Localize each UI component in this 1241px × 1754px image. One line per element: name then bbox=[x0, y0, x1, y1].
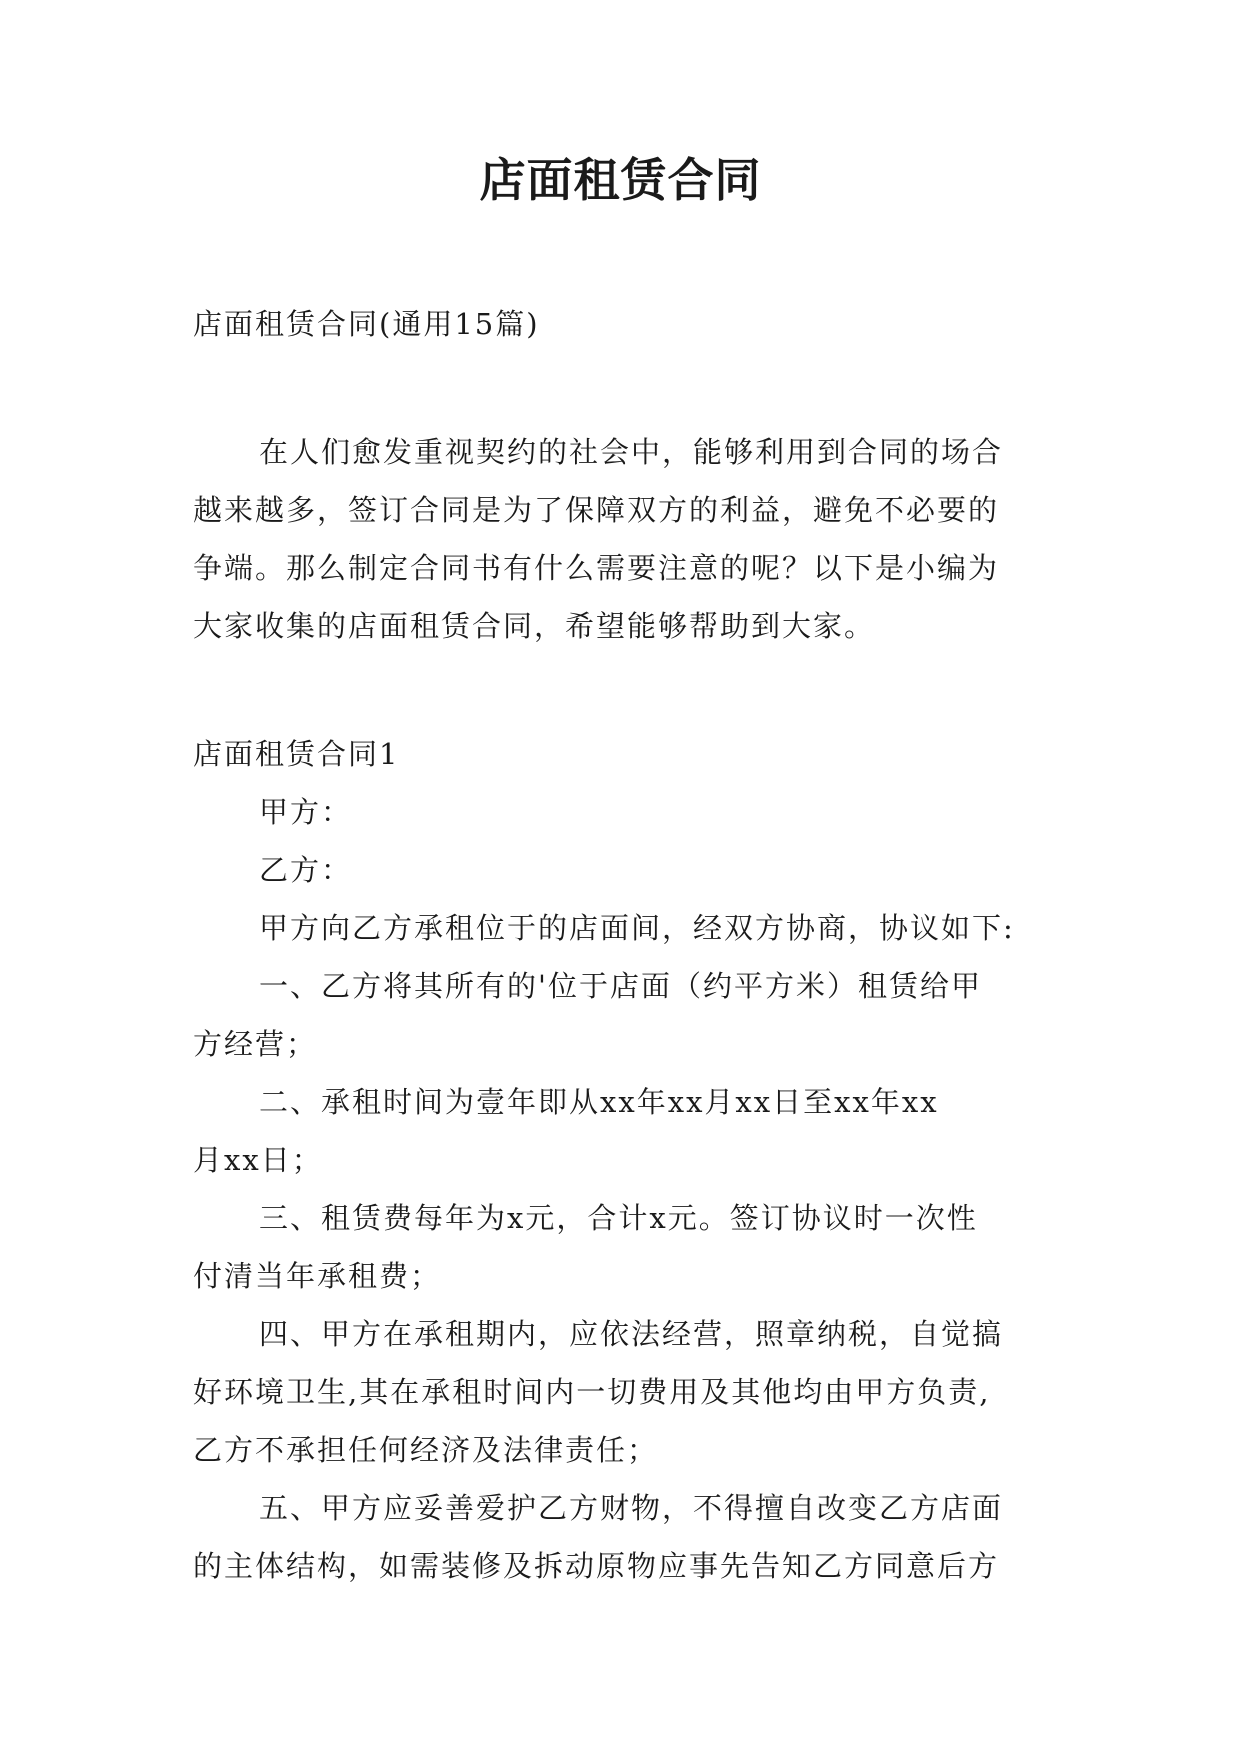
party-b-label: 乙方： bbox=[259, 853, 353, 887]
clause-line: 四、甲方在承租期内，应依法经营，照章纳税，自觉搞 bbox=[259, 1317, 1004, 1351]
clause-line: 一、乙方将其所有的'位于店面（约平方米）租赁给甲 bbox=[259, 969, 982, 1003]
document-title: 店面租赁合同 bbox=[479, 153, 762, 207]
clause-line: 方经营； bbox=[193, 1027, 318, 1061]
intro-line: 越来越多，签订合同是为了保障双方的利益，避免不必要的 bbox=[193, 493, 1000, 527]
clause-line: 三、租赁费每年为x元，合计x元。签订协议时一次性 bbox=[259, 1201, 978, 1235]
clause-1 bbox=[193, 957, 1053, 1073]
party-a-label: 甲方： bbox=[259, 795, 353, 829]
clause-5 bbox=[193, 1479, 1053, 1595]
clause-line: 好环境卫生,其在承租时间内一切费用及其他均由甲方负责, bbox=[193, 1375, 991, 1409]
agreement-intro: 甲方向乙方承租位于的店面间，经双方协商，协议如下: bbox=[259, 911, 1015, 945]
clause-2 bbox=[193, 1073, 1053, 1189]
section-heading: 店面租赁合同1 bbox=[193, 737, 400, 771]
intro-line: 大家收集的店面租赁合同，希望能够帮助到大家。 bbox=[193, 609, 876, 643]
clause-line: 二、承租时间为壹年即从xx年xx月xx日至xx年xx bbox=[259, 1085, 939, 1119]
clause-4 bbox=[193, 1305, 1053, 1479]
spacer bbox=[193, 655, 1053, 725]
intro-line: 在人们愈发重视契约的社会中，能够利用到合同的场合 bbox=[259, 435, 1004, 469]
intro-line: 争端。那么制定合同书有什么需要注意的呢？以下是小编为 bbox=[193, 551, 1000, 585]
clause-line: 月xx日； bbox=[193, 1143, 323, 1177]
intro-paragraph bbox=[193, 423, 1053, 655]
clause-line: 付清当年承租费； bbox=[193, 1259, 442, 1293]
clause-3 bbox=[193, 1189, 1053, 1305]
document-body bbox=[193, 295, 1053, 1595]
document-subtitle: 店面租赁合同(通用15篇) bbox=[193, 307, 540, 341]
clause-line: 的主体结构，如需装修及拆动原物应事先告知乙方同意后方 bbox=[193, 1549, 1000, 1583]
clause-line: 乙方不承担任何经济及法律责任； bbox=[193, 1433, 659, 1467]
spacer bbox=[193, 353, 1053, 423]
clause-line: 五、甲方应妥善爱护乙方财物，不得擅自改变乙方店面 bbox=[259, 1491, 1004, 1525]
